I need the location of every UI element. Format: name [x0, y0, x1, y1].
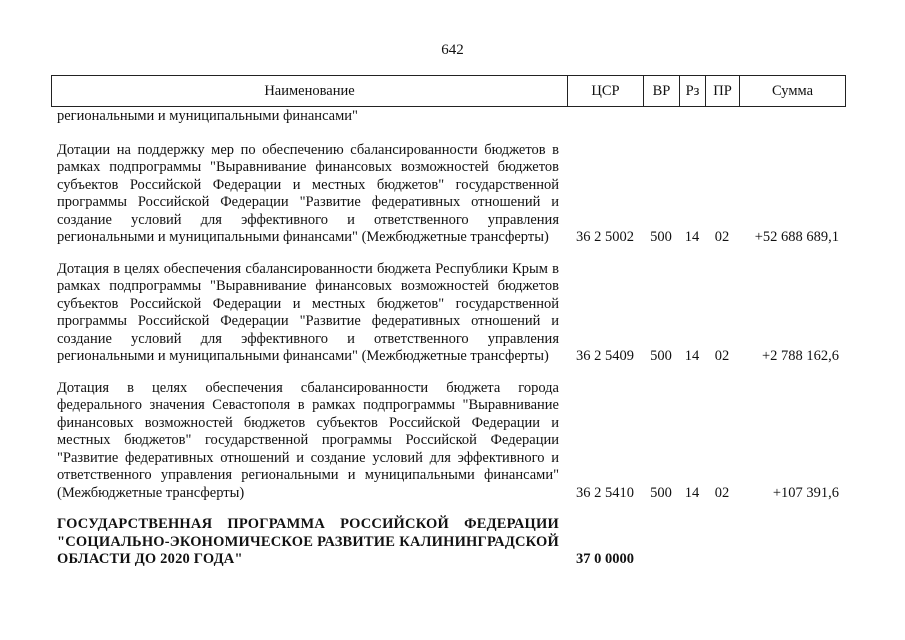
row-name: ГОСУДАРСТВЕННАЯ ПРОГРАММА РОССИЙСКОЙ ФЕДЕРАЦИИ "СОЦИАЛЬНО-ЭКОНОМИЧЕСКОЕ РАЗВИТИЕ КАЛИНИНГРАДСКОЙ ОБЛАСТИ ДО 2020 ГОДА"	[57, 516, 559, 567]
row-rz: 14	[684, 229, 700, 245]
row-csr: 36 2 5002	[576, 229, 634, 245]
row-vr: 500	[650, 484, 672, 501]
row-sum: +52 688 689,1	[754, 229, 839, 245]
row-sum: +107 391,6	[772, 484, 839, 501]
table-body	[51, 108, 845, 569]
header-csr: ЦСР	[568, 76, 644, 107]
table-header	[51, 75, 846, 107]
row-pr: 02	[714, 484, 730, 501]
row-rz: 14	[684, 484, 700, 501]
row-vr: 500	[650, 229, 672, 245]
row-name: Дотация в целях обеспечения сбалансированности бюджета Республики Крым в рамках подпрограммы "Выравнивание финансовых возможностей бюджетов субъектов Российской Федерации и местных бюджетов" государственной программы Российской Федерации "Развитие федеративных отношений и создание условий для эффективного и ответственного управления региональными и муниципальными финансами" (Межбюджетные трансферты)	[57, 260, 559, 364]
row-vr: 500	[650, 348, 672, 364]
row-sum: +2 788 162,6	[761, 348, 839, 364]
table-row	[51, 108, 845, 126]
table-row	[51, 261, 845, 366]
header-sum: Сумма	[740, 76, 846, 107]
table-row-program	[51, 516, 845, 569]
header-pr: ПР	[706, 76, 740, 107]
header-name: Наименование	[52, 76, 568, 107]
row-rz: 14	[684, 348, 700, 364]
row-name: Дотация в целях обеспечения сбалансированности бюджета города федерального значения Севастополя в рамках подпрограммы "Выравнивание финансовых возможностей бюджетов субъектов Российской Федерации и местных бюджетов" государственной программы Российской Федерации "Развитие федеративных отношений и создание условий для эффективного и ответственного управления региональными и муниципальными финансами" (Межбюджетные трансферты)	[57, 379, 559, 501]
table-row	[51, 142, 845, 247]
row-name: региональными и муниципальными финансами"	[57, 108, 358, 124]
row-csr: 37 0 0000	[576, 551, 634, 567]
header-vr: ВР	[644, 76, 680, 107]
row-name: Дотации на поддержку мер по обеспечению сбалансированности бюджетов в рамках подпрограммы "Выравнивание финансовых возможностей бюджетов субъектов Российской Федерации и местных бюджетов" государственной программы Российской Федерации "Развитие федеративных отношений и создание условий для эффективного и ответственного управления региональными и муниципальными финансами" (Межбюджетные трансферты)	[57, 141, 559, 245]
row-csr: 36 2 5409	[576, 348, 634, 364]
table-row	[51, 380, 845, 503]
page-number: 642	[441, 42, 464, 58]
row-pr: 02	[714, 348, 730, 364]
row-pr: 02	[714, 229, 730, 245]
header-rz: Рз	[680, 76, 706, 107]
row-csr: 36 2 5410	[576, 484, 634, 501]
